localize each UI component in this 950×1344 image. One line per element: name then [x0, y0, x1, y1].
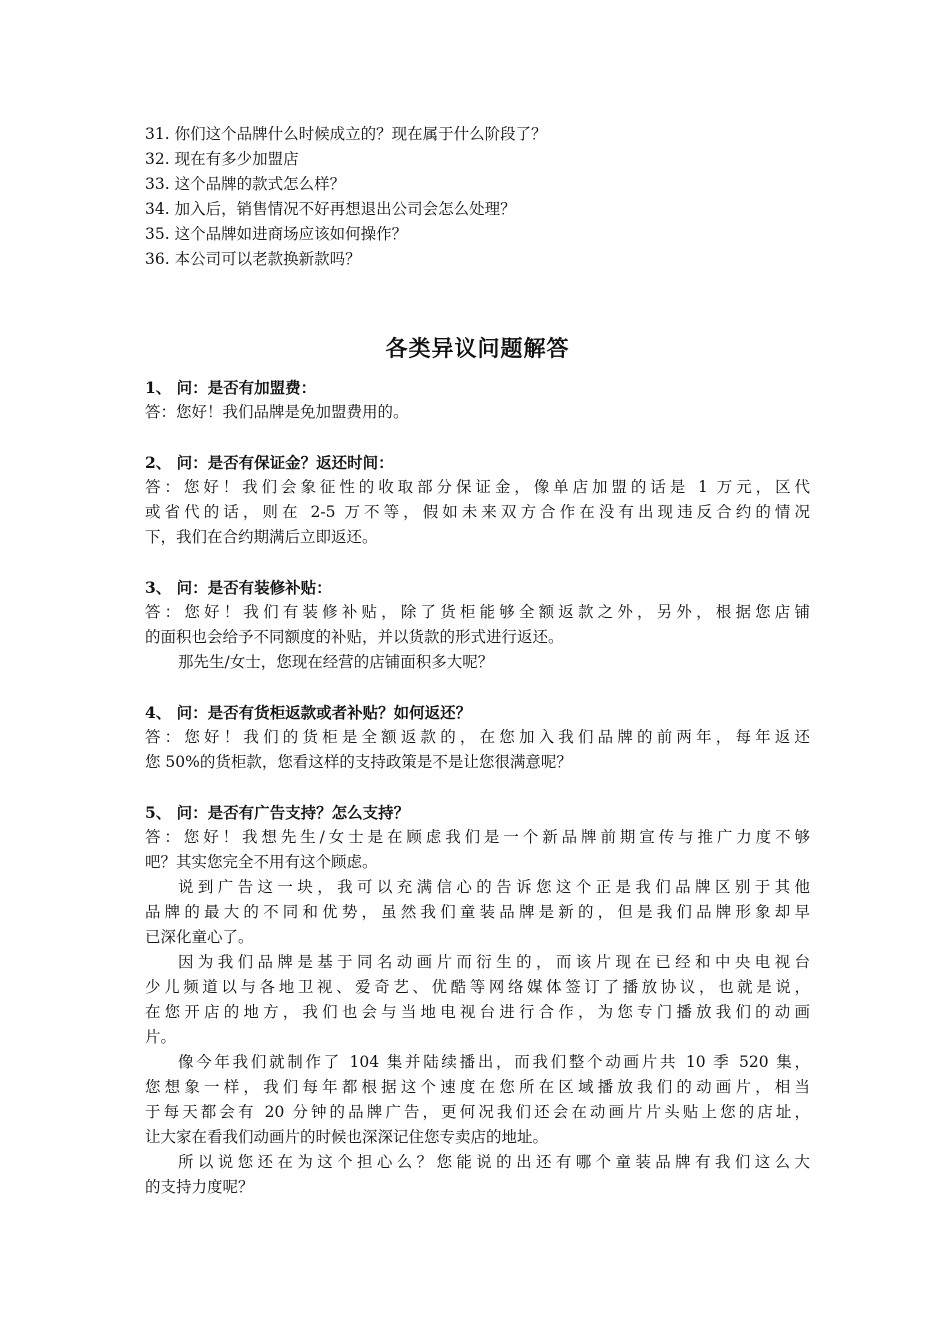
answer-text: [145, 400, 810, 425]
list-item: 32. 现在有多少加盟店: [145, 150, 299, 168]
answer-line: 的面积也会给予不同额度的补贴，并以货款的形式进行返还。: [145, 628, 564, 646]
qa-item-3: [145, 575, 810, 675]
section-title: 各类异议问题解答: [385, 336, 570, 362]
answer-line: 或省代的话，则在 2-5 万不等，假如未来双方合作在没有出现违反合约的情况: [145, 503, 810, 521]
answer-text: [145, 600, 810, 675]
answer-line: 少儿频道以与各地卫视、爱奇艺、优酷等网络媒体签订了播放协议，也就是说，: [145, 978, 810, 996]
answer-text: [145, 825, 810, 1200]
answer-paragraph: [145, 950, 810, 1050]
list-item: 31. 你们这个品牌什么时候成立的？现在属于什么阶段了？: [145, 125, 547, 143]
qa-section: [145, 375, 810, 1225]
question-heading: 5、 问：是否有广告支持？怎么支持？: [145, 803, 410, 822]
answer-line: 让大家在看我们动画片的时候也深深记住您专卖店的地址。: [145, 1128, 549, 1146]
qa-item-5: [145, 800, 810, 1200]
qa-item-4: [145, 700, 810, 775]
answer-line: 所以说您还在为这个担心么？您能说的出还有哪个童装品牌有我们这么大: [178, 1153, 810, 1171]
answer-line: 已深化童心了。: [145, 928, 254, 946]
answer-paragraph: [145, 1150, 810, 1200]
answer-text: [145, 725, 810, 775]
answer-line: 的支持力度呢？: [145, 1178, 254, 1196]
answer-paragraph: [145, 875, 810, 950]
question-heading: 3、 问：是否有装修补贴：: [145, 578, 332, 597]
answer-line: 下，我们在合约期满后立即返还。: [145, 528, 378, 546]
answer-line: 答：您好！我们会象征性的收取部分保证金，像单店加盟的话是 1 万元，区代: [145, 478, 810, 496]
answer-line: 在您开店的地方，我们也会与当地电视台进行合作，为您专门播放我们的动画: [145, 1003, 810, 1021]
qa-item-1: [145, 375, 810, 425]
question-heading: 2、 问：是否有保证金？返还时间：: [145, 453, 394, 472]
answer-paragraph: [145, 1050, 810, 1150]
answer-line: 像今年我们就制作了 104 集并陆续播出，而我们整个动画片共 10 季 520 集，: [178, 1053, 810, 1071]
answer-line: 因为我们品牌是基于同名动画片而衍生的，而该片现在已经和中央电视台: [178, 953, 810, 971]
question-heading: 1、 问：是否有加盟费：: [145, 378, 317, 397]
document-page: [145, 122, 810, 1196]
answer-line: 答：您好！我们的货柜是全额返款的，在您加入我们品牌的前两年，每年返还: [145, 728, 810, 746]
answer-line: 于每天都会有 20 分钟的品牌广告，更何况我们还会在动画片片头贴上您的店址，: [145, 1103, 810, 1121]
list-item: 33. 这个品牌的款式怎么样？: [145, 175, 346, 193]
list-item: 36. 本公司可以老款换新款吗？: [145, 250, 361, 268]
answer-line: 您 50%的货柜款，您看这样的支持政策是不是让您很满意呢？: [145, 753, 572, 771]
answer-line: 答：您好！我们有装修补贴，除了货柜能够全额返款之外，另外，根据您店铺: [145, 603, 810, 621]
qa-item-2: [145, 450, 810, 550]
answer-line: 答：您好！我们品牌是免加盟费用的。: [145, 403, 409, 421]
answer-text: [145, 475, 810, 550]
list-item: 34. 加入后，销售情况不好再想退出公司会怎么处理？: [145, 200, 516, 218]
answer-line: 说到广告这一块，我可以充满信心的告诉您这个正是我们品牌区别于其他: [178, 878, 810, 896]
question-heading: 4、 问：是否有货柜返款或者补贴？如何返还？: [145, 703, 472, 722]
question-list: [145, 122, 810, 272]
answer-line: 吧？其实您完全不用有这个顾虑。: [145, 853, 378, 871]
answer-line: 品牌的最大的不同和优势，虽然我们童装品牌是新的，但是我们品牌形象却早: [145, 903, 810, 921]
answer-line: 那先生/女士，您现在经营的店铺面积多大呢？: [178, 653, 494, 671]
answer-line: 片。: [145, 1028, 177, 1046]
answer-line: 答：您好！我想先生/女士是在顾虑我们是一个新品牌前期宣传与推广力度不够: [145, 828, 810, 846]
list-item: 35. 这个品牌如进商场应该如何操作？: [145, 225, 408, 243]
answer-line: 您想象一样，我们每年都根据这个速度在您所在区域播放我们的动画片，相当: [145, 1078, 810, 1096]
